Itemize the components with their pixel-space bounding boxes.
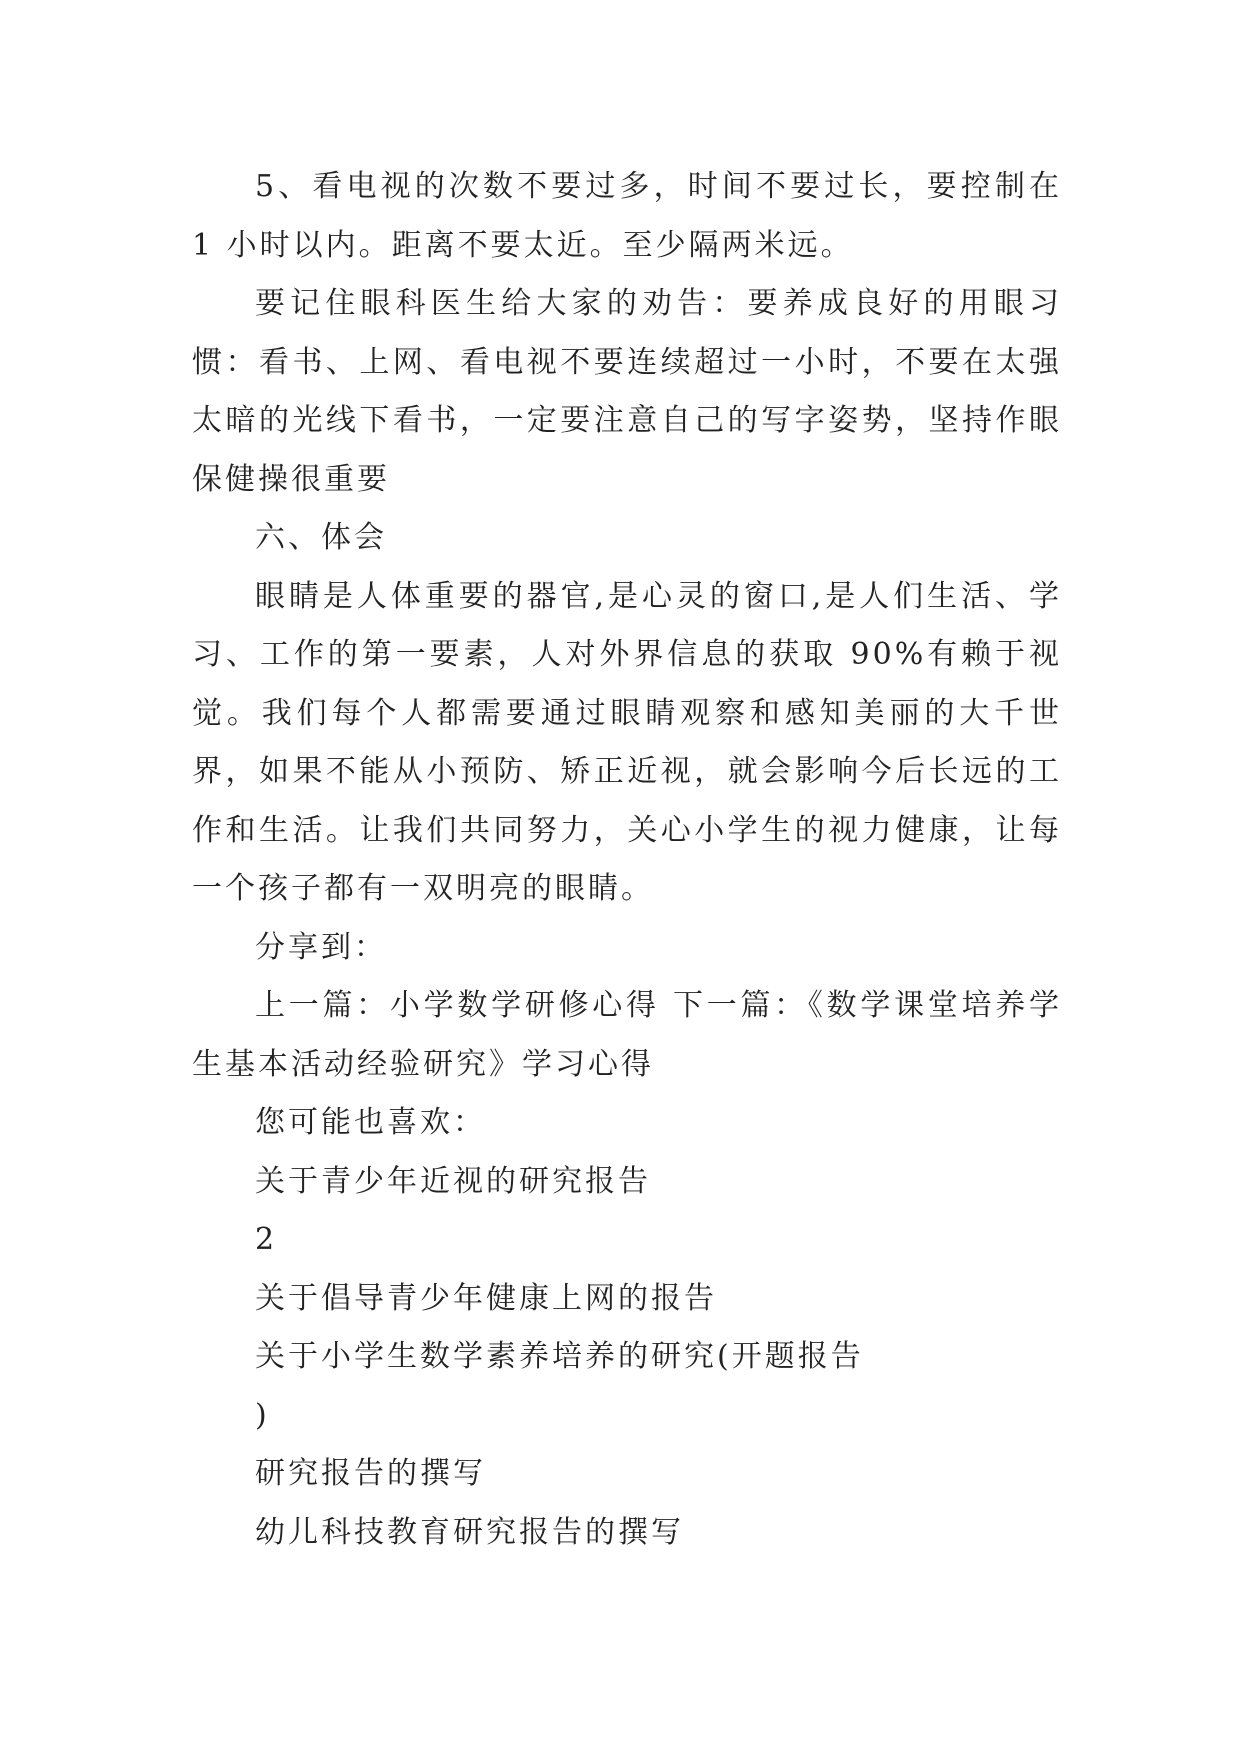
related-link[interactable]: 研究报告的撰写: [255, 1456, 486, 1491]
share-label: 分享到：: [255, 929, 387, 965]
related-heading: 您可能也喜欢：: [255, 1105, 486, 1140]
related-link-fragment: ): [255, 1397, 270, 1433]
related-link[interactable]: 关于青少年近视的研究报告: [255, 1163, 651, 1199]
related-link[interactable]: 关于倡导青少年健康上网的报告: [255, 1280, 717, 1316]
prev-next-navigation[interactable]: 上一篇：小学数学研修心得 下一篇：《数学课堂培养学生基本活动经验研究》学习心得: [192, 988, 1062, 1082]
related-link[interactable]: 关于小学生数学素养培养的研究(开题报告: [255, 1339, 864, 1374]
paragraph-tv-advice: 5、看电视的次数不要过多，时间不要过长，要控制在 1 小时以内。距离不要太近。至少隔两米远。: [192, 169, 1062, 263]
document-body: [192, 158, 1062, 1562]
related-link-fragment: 2: [255, 1222, 278, 1257]
section-heading-reflection: 六、体会: [255, 520, 387, 555]
paragraph-eye-doctor-advice: 要记住眼科医生给大家的劝告：要养成良好的用眼习惯：看书、上网、看电视不要连续超过一小时，不要在太强太暗的光线下看书，一定要注意自己的写字姿势，坚持作眼保健操很重要: [192, 286, 1062, 497]
related-link[interactable]: 幼儿科技教育研究报告的撰写: [255, 1514, 684, 1550]
paragraph-reflection: 眼睛是人体重要的器官,是心灵的窗口,是人们生活、学习、工作的第一要素，人对外界信息的获取 90%有赖于视觉。我们每个人都需要通过眼睛观察和感知美丽的大千世界，如果不能从小预防、矫正近视，就会影响今后长远的工作和生活。让我们共同努力，关心小学生的视力健康，让每一个孩子都有一双明亮的眼睛。: [192, 578, 1062, 906]
